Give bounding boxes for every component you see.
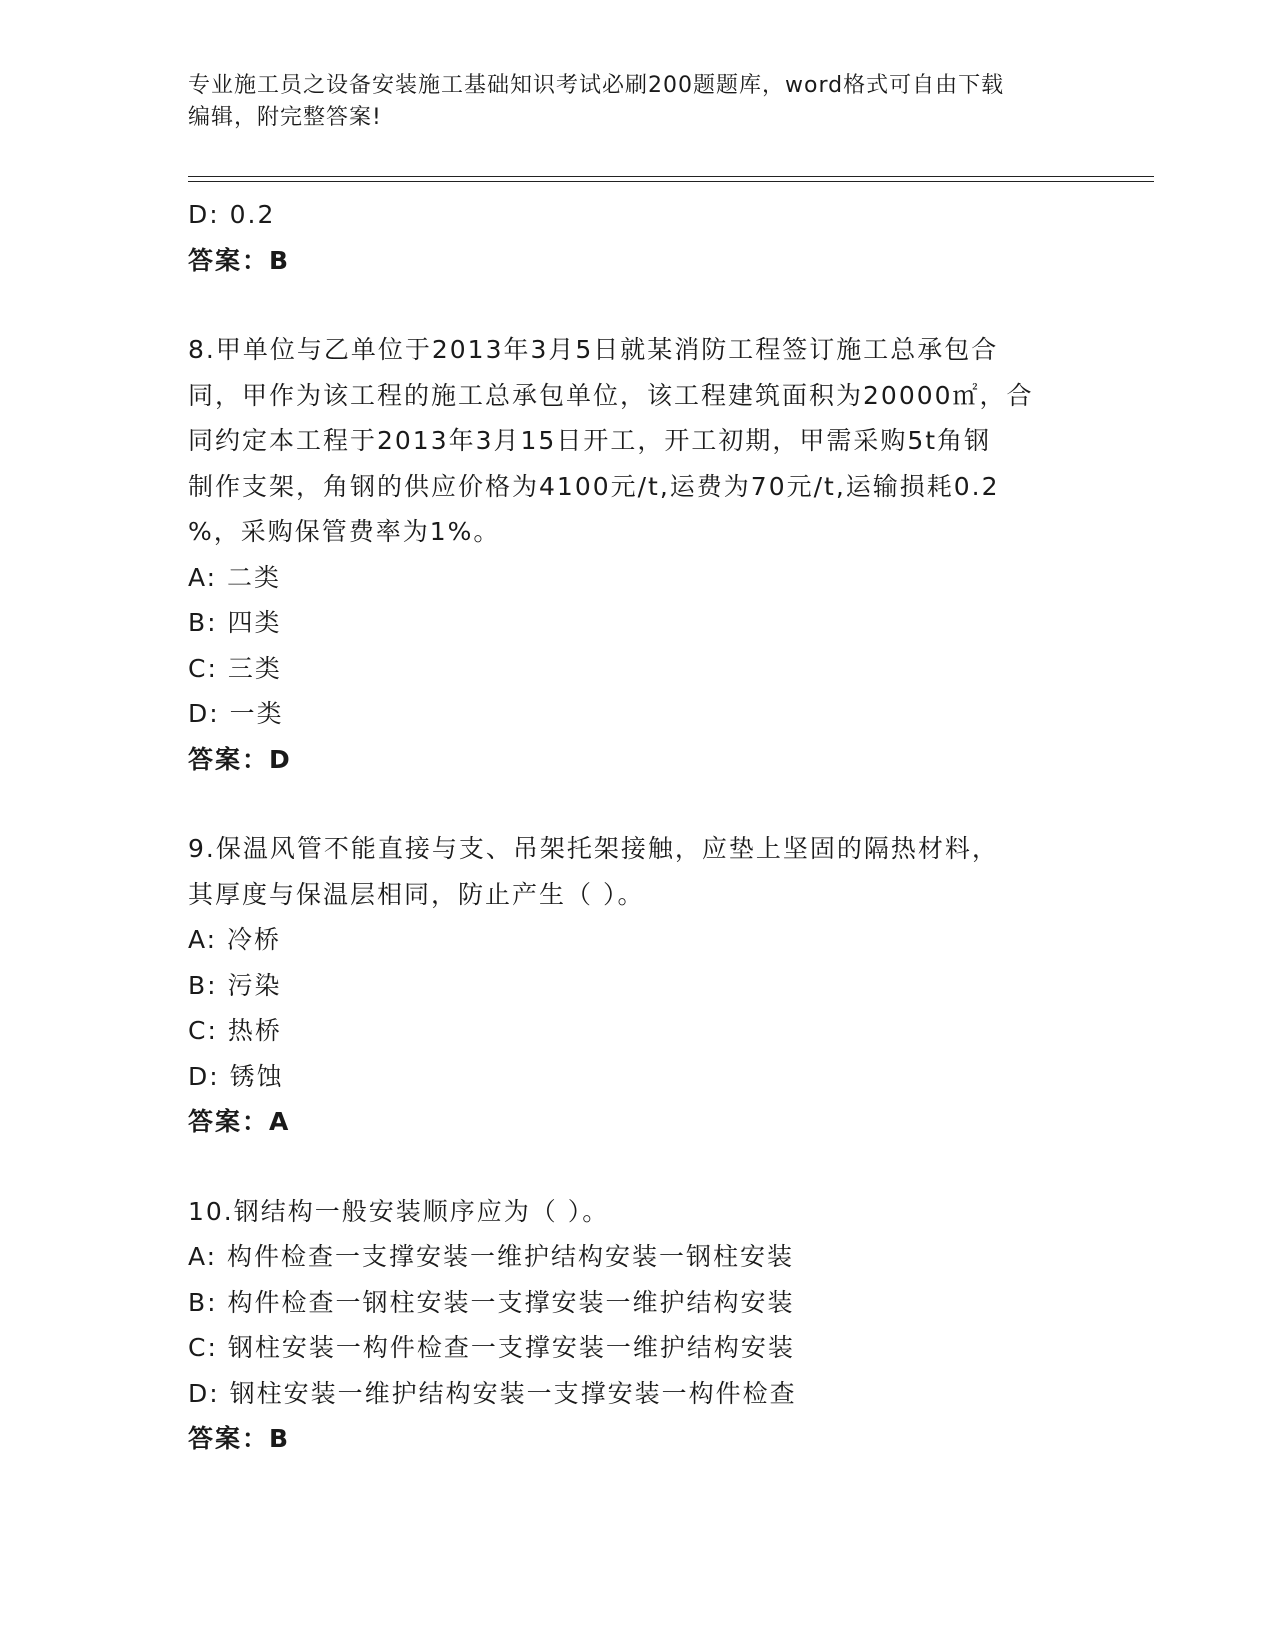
spacer: [188, 782, 1088, 826]
option-d: D: 一类: [188, 699, 284, 728]
option-b: B: 四类: [188, 608, 282, 637]
question-stem-line: 9.保温风管不能直接与支、吊架托架接触，应垫上坚固的隔热材料，: [188, 834, 999, 863]
document-body: [188, 192, 1088, 1462]
header-title-line-1: 专业施工员之设备安装施工基础知识考试必刷200题题库，word格式可自由下载: [188, 73, 1005, 98]
previous-question-tail: [188, 192, 1088, 283]
question-stem-line: 同，甲作为该工程的施工总承包单位，该工程建筑面积为20000㎡，合: [188, 380, 1034, 410]
question-9: [188, 826, 1088, 1145]
option-a: A: 冷桥: [188, 925, 282, 954]
question-stem-line: 8.甲单位与乙单位于2013年3月5日就某消防工程签订施工总承包合: [188, 335, 999, 364]
option-c: C: 钢柱安装一构件检查一支撑安装一维护结构安装: [188, 1333, 795, 1362]
option-d: D: 0.2: [188, 200, 276, 229]
question-stem-line: 制作支架，角钢的供应价格为4100元/t,运费为70元/t,运输损耗0.2: [188, 471, 1000, 501]
question-stem-line: 同约定本工程于2013年3月15日开工，开工初期，甲需采购5t角钢: [188, 426, 992, 455]
spacer: [188, 283, 1088, 327]
option-d: D: 锈蚀: [188, 1061, 284, 1091]
document-header: [188, 70, 1088, 134]
answer-line: 答案：A: [188, 1107, 291, 1136]
option-c: C: 三类: [188, 653, 282, 683]
header-rule-bottom: [188, 181, 1154, 182]
option-a: A: 构件检查一支撑安装一维护结构安装一钢柱安装: [188, 1242, 795, 1271]
option-c: C: 热桥: [188, 1016, 282, 1045]
answer-line: 答案：B: [188, 245, 291, 275]
question-stem-line: 其厚度与保温层相同，防止产生（ ）。: [188, 879, 645, 909]
answer-line: 答案：D: [188, 744, 292, 774]
option-d: D: 钢柱安装一维护结构安装一支撑安装一构件检查: [188, 1378, 797, 1408]
header-title-line-2: 编辑，附完整答案!: [188, 105, 382, 130]
option-a: A: 二类: [188, 562, 282, 592]
question-stem-line: %，采购保管费率为1%。: [188, 517, 501, 546]
question-stem-line: 10.钢结构一般安装顺序应为（ ）。: [188, 1196, 610, 1226]
spacer: [188, 1145, 1088, 1189]
answer-line: 答案：B: [188, 1424, 291, 1453]
option-b: B: 构件检查一钢柱安装一支撑安装一维护结构安装: [188, 1287, 795, 1317]
header-rule-top: [188, 176, 1154, 177]
question-10: [188, 1189, 1088, 1462]
question-8: [188, 327, 1088, 782]
option-b: B: 污染: [188, 970, 282, 1000]
